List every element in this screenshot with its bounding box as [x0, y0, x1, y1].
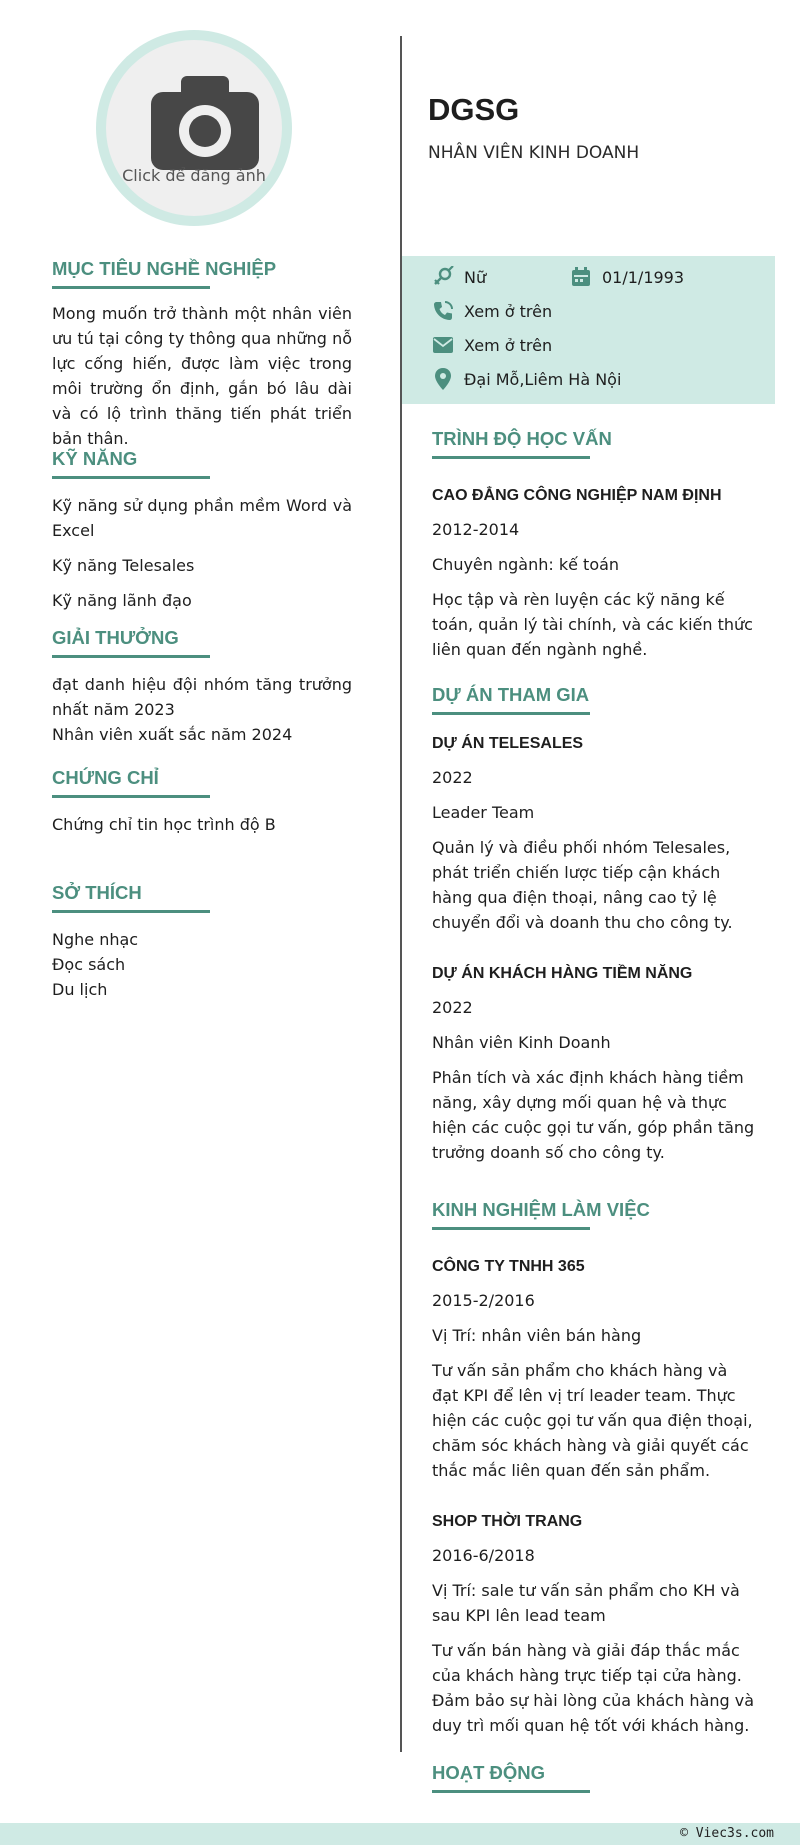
email-value[interactable]: Xem ở trên: [464, 335, 553, 355]
email-row: [432, 334, 552, 356]
job-period: 2015-2/2016: [432, 1291, 535, 1310]
hobby-item: Nghe nhạc: [52, 930, 139, 949]
gender-icon: [432, 266, 454, 288]
footer-bar: [0, 1823, 800, 1845]
project-year: 2022: [432, 998, 473, 1017]
contact-info-panel: [402, 256, 775, 404]
footer-watermark[interactable]: © Viec3s.com: [680, 1826, 774, 1841]
project-name: DỰ ÁN KHÁCH HÀNG TIỀM NĂNG: [432, 965, 693, 982]
avatar-placeholder[interactable]: [106, 40, 282, 216]
section-underline: [52, 795, 210, 798]
certificates-title: CHỨNG CHỈ: [52, 767, 159, 788]
camera-icon: [151, 74, 259, 170]
project-desc: Phân tích và xác định khách hàng tiềm năng, xây dựng mối quan hệ và thực hiện các cuộc gọi tư vấn, góp phần tăng trưởng doanh số cho công ty.: [432, 1068, 755, 1162]
job-period: 2016-6/2018: [432, 1546, 535, 1565]
avatar-upload[interactable]: [96, 30, 292, 226]
section-underline: [52, 655, 210, 658]
certificates-section: [52, 767, 352, 837]
awards-title: GIẢI THƯỞNG: [52, 627, 179, 648]
email-icon: [432, 334, 454, 356]
objective-section: [52, 258, 352, 451]
education-major: Chuyên ngành: kế toán: [432, 555, 620, 574]
calendar-icon: [570, 266, 592, 288]
projects-title: DỰ ÁN THAM GIA: [432, 684, 590, 705]
education-period: 2012-2014: [432, 520, 520, 539]
experience-title: KINH NGHIỆM LÀM VIỆC: [432, 1199, 650, 1220]
section-underline: [432, 712, 590, 715]
section-underline: [432, 456, 590, 459]
section-underline: [52, 286, 210, 289]
experience-section: [432, 1199, 758, 1738]
skills-section: [52, 448, 352, 613]
project-role: Leader Team: [432, 803, 535, 822]
section-underline: [432, 1227, 590, 1230]
activities-title: HOẠT ĐỘNG: [432, 1762, 546, 1783]
job-position: Vị Trí: nhân viên bán hàng: [432, 1326, 642, 1345]
avatar-upload-label[interactable]: Click để đăng ảnh: [122, 166, 266, 185]
address-value: Đại Mỗ,Liêm Hà Nội: [464, 369, 622, 389]
school-name: CAO ĐẲNG CÔNG NGHIỆP NAM ĐỊNH: [432, 487, 722, 504]
objective-title: MỤC TIÊU NGHỀ NGHIỆP: [52, 258, 277, 279]
phone-value[interactable]: Xem ở trên: [464, 301, 553, 321]
hobby-item: Đọc sách: [52, 955, 126, 974]
hobbies-section: [52, 882, 352, 1002]
hobbies-title: SỞ THÍCH: [52, 882, 142, 903]
location-icon: [432, 368, 454, 390]
section-underline: [52, 910, 210, 913]
company-name: SHOP THỜI TRANG: [432, 1513, 583, 1530]
candidate-name: DGSG: [428, 92, 520, 127]
skills-title: KỸ NĂNG: [52, 448, 138, 469]
project-name: DỰ ÁN TELESALES: [432, 735, 584, 752]
project-year: 2022: [432, 768, 473, 787]
education-title: TRÌNH ĐỘ HỌC VẤN: [432, 428, 612, 449]
phone-icon: [432, 300, 454, 322]
job-desc: Tư vấn bán hàng và giải đáp thắc mắc của khách hàng trực tiếp tại cửa hàng. Đảm bảo sự hài lòng của khách hàng và duy trì mối quan hệ tốt với khách hàng.: [432, 1641, 755, 1735]
skill-item: Kỹ năng lãnh đạo: [52, 591, 192, 610]
education-desc: Học tập và rèn luyện các kỹ năng kế toán, quản lý tài chính, và các kiến thức liên quan đến ngành nghề.: [432, 590, 753, 659]
job-title: NHÂN VIÊN KINH DOANH: [428, 143, 640, 163]
gender-row: [432, 266, 486, 288]
section-underline: [432, 1790, 590, 1793]
gender-value: Nữ: [464, 267, 487, 287]
birthdate-row: [570, 266, 684, 288]
projects-section: [432, 684, 758, 1165]
activities-section: [432, 1762, 758, 1793]
job-position: Vị Trí: sale tư vấn sản phẩm cho KH và sau KPI lên lead team: [432, 1581, 740, 1625]
skill-item: Kỹ năng Telesales: [52, 556, 195, 575]
certificate-item: Chứng chỉ tin học trình độ B: [52, 815, 276, 834]
address-row: [432, 368, 621, 390]
section-underline: [52, 476, 210, 479]
skill-item: Kỹ năng sử dụng phần mềm Word và Excel: [52, 496, 352, 540]
hobby-item: Du lịch: [52, 980, 108, 999]
project-desc: Quản lý và điều phối nhóm Telesales, phát triển chiến lược tiếp cận khách hàng qua điện thoại, nâng cao tỷ lệ chuyển đổi và doanh thu cho công ty.: [432, 838, 733, 932]
project-role: Nhân viên Kinh Doanh: [432, 1033, 611, 1052]
company-name: CÔNG TY TNHH 365: [432, 1258, 585, 1275]
birthdate-value: 01/1/1993: [602, 267, 685, 287]
awards-section: [52, 627, 352, 747]
education-section: [432, 428, 758, 662]
objective-text: Mong muốn trở thành một nhân viên ưu tú tại công ty thông qua những nỗ lực cống hiến, được làm việc trong môi trường ổn định, gắn bó lâu dài và có lộ trình thăng tiến phát triển bản thân.: [52, 304, 352, 448]
award-item: đạt danh hiệu đội nhóm tăng trưởng nhất năm 2023: [52, 675, 352, 719]
job-desc: Tư vấn sản phẩm cho khách hàng và đạt KPI để lên vị trí leader team. Thực hiện các cuộc gọi tư vấn qua điện thoại, chăm sóc khách hàng và giải quyết các thắc mắc liên quan đến sản phẩm.: [432, 1361, 753, 1480]
phone-row: [432, 300, 552, 322]
award-item: Nhân viên xuất sắc năm 2024: [52, 725, 293, 744]
